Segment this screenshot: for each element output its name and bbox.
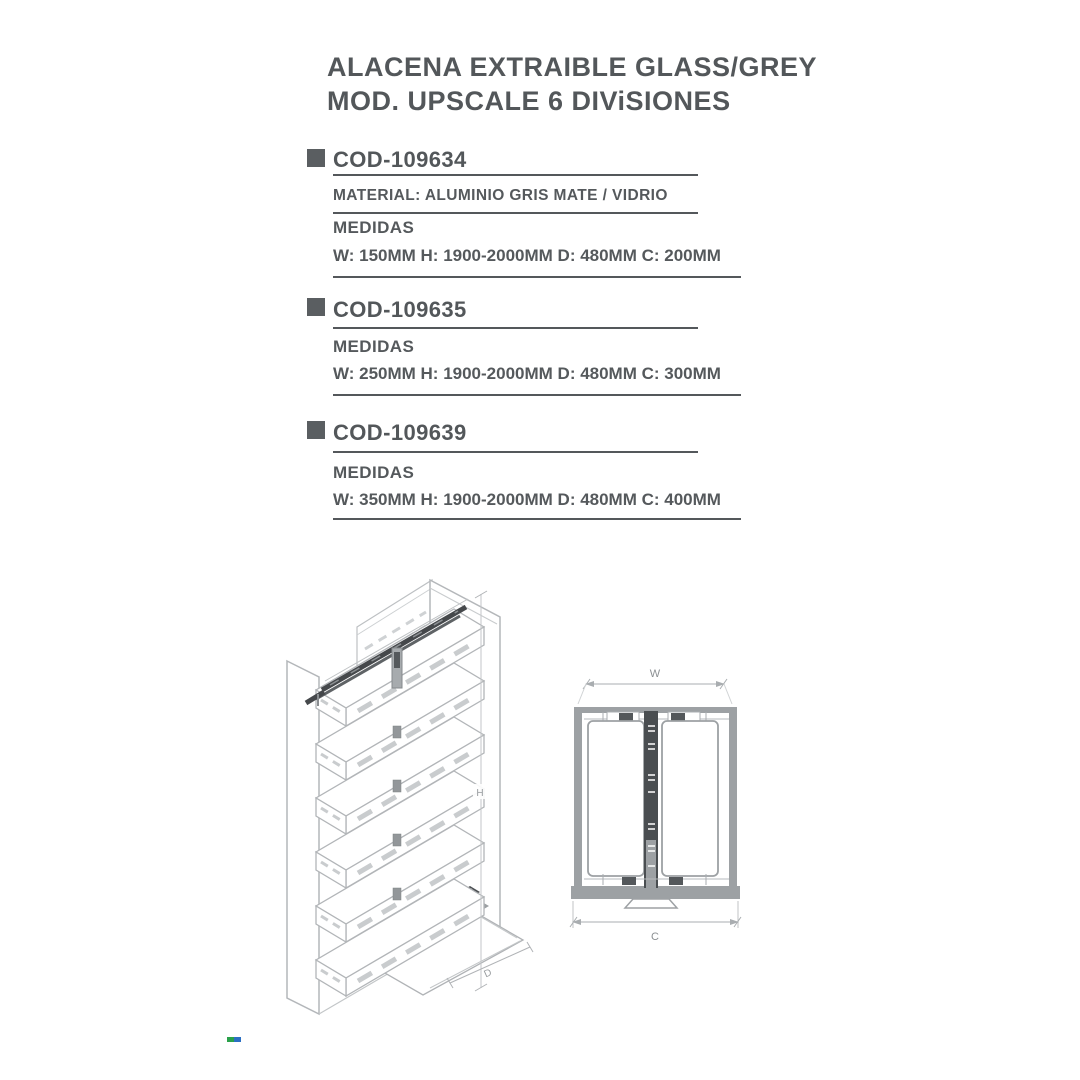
dim-label-h: H [476, 788, 484, 799]
isometric-cabinet-drawing [287, 580, 533, 1014]
foot-pedestal [625, 899, 677, 908]
cabinet-door-panel [287, 661, 319, 1014]
glass-panel-left [588, 721, 644, 876]
pole-top-cylinder [392, 648, 402, 688]
page-title-line2: MOD. UPSCALE 6 DIViSIONES [327, 86, 731, 116]
dim-label-w: W [649, 668, 661, 680]
color-artifact [227, 1037, 241, 1042]
product-dimensions: W: 150MM H: 1900-2000MM D: 480MM C: 200MM [333, 246, 721, 265]
glass-panel-right [662, 721, 718, 876]
product-code: COD-109635 [333, 297, 467, 322]
product-dimensions: W: 350MM H: 1900-2000MM D: 480MM C: 400MM [333, 490, 721, 509]
product-code: COD-109634 [333, 147, 467, 172]
artifact-blue-swatch [234, 1037, 241, 1042]
artifact-green-swatch [227, 1037, 234, 1042]
product-code: COD-109639 [333, 420, 467, 445]
front-view-drawing [570, 668, 741, 943]
medidas-label: MEDIDAS [333, 463, 415, 482]
medidas-label: MEDIDAS [333, 337, 415, 356]
dimension-width [578, 668, 732, 704]
center-column [644, 711, 658, 888]
product-material: MATERIAL: ALUMINIO GRIS MATE / VIDRIO [333, 187, 668, 204]
product-dimensions: W: 250MM H: 1900-2000MM D: 480MM C: 300MM [333, 364, 721, 383]
dim-label-d: D [482, 967, 494, 981]
dim-label-c: C [651, 931, 659, 943]
medidas-label: MEDIDAS [333, 218, 415, 237]
page-title-line1: ALACENA EXTRAIBLE GLASS/GREY [327, 52, 818, 82]
